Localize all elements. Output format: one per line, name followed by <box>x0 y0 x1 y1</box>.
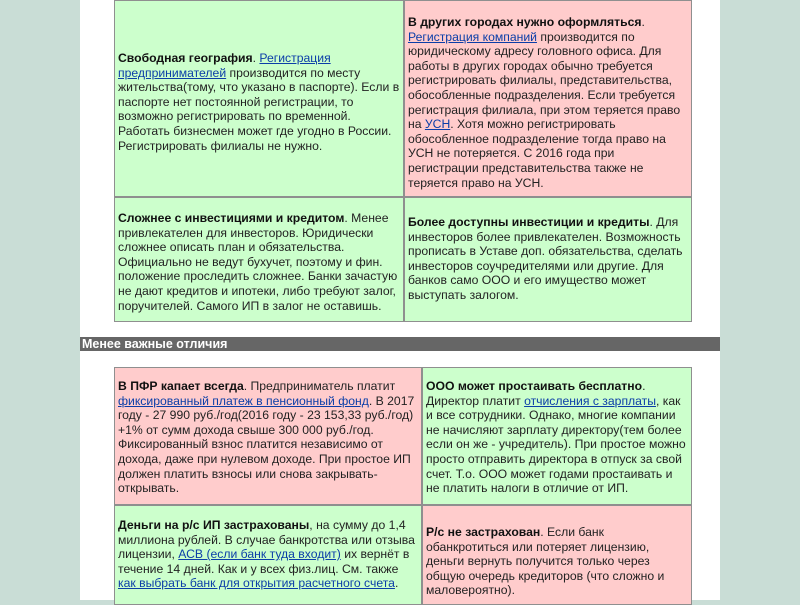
ooo-idle-text-b: как и все сотрудники. Однако, многие компании не начисляют зарплату директору(тем более если он же - учредитель). При простое можно просто отправить директора в отпуск за свой счет. Т.о. ООО может годами простаивать и не платить налоги в отличие от ИП. <box>426 393 686 496</box>
ip-pfr-text-a: Предприниматель платит <box>250 379 396 393</box>
salary-deductions-link[interactable]: отчисления с зарплаты <box>524 393 657 408</box>
ip-registration-link[interactable]: Регистрация предпринимателей <box>118 51 331 80</box>
ooo-not-insured-cell: Р/с не застрахован. Если банк обанкротиться или потеряет лицензию, деньги вернуть получится только через общую очередь кредиторов (что сложно и маловероятно). <box>422 505 692 605</box>
choose-bank-link[interactable]: как выбрать банк для открытия расчетного счета <box>118 576 395 591</box>
ooo-investment-title: Более доступны инвестиции и кредиты <box>408 215 650 229</box>
ip-geography-title: Свободная география <box>118 51 253 65</box>
pension-fund-payment-link[interactable]: фиксированный платеж в пенсионный фонд <box>118 393 369 408</box>
ip-insured-text-b: их вернёт в течение 14 дней. Как и у всех физ.лиц. См. также <box>118 547 410 576</box>
ip-geography-text: производится по месту жительства(тому, что указано в паспорте). Если в паспорте нет постоянной регистрации, то возможно регистрировать по временной. Работать бизнесмен может где угодно в России. Регистрировать филиалы не нужно. <box>118 65 400 153</box>
ooo-idle-cell: ООО может простаивать бесплатно. Директор платит отчисления с зарплаты, как и все сотрудники. Однако, многие компании не начисляют зарплату директору(тем более если он же - учредитель). При простое можно просто отправить директора в отпуск за свой счет. Т.о. ООО может годами простаивать и не платить налоги в отличие от ИП. <box>422 367 692 505</box>
ooo-not-insured-title: Р/с не застрахован <box>426 525 541 539</box>
ip-pfr-title: В ПФР капает всегда <box>118 379 244 393</box>
ip-insured-title: Деньги на р/с ИП застрахованы <box>118 518 310 532</box>
section-title-bar <box>80 337 720 351</box>
ooo-investment-cell: Более доступны инвестиции и кредиты. Для инвесторов более привлекателен. Возможность прописать в Уставе доп. обязательства, сделать инвесторов соучредителями или другие. Для банков само ООО и его имущество может выступать залогом. <box>404 197 692 322</box>
ip-investment-cell: Сложнее с инвестициями и кредитом. Менее привлекателен для инвесторов. Юридически сложнее описать план и обязательства. Официально не ведут бухучет, поэтому и фин. положение проследить сложнее. Банки зачастую не дают кредитов и ипотеки, либо требуют залог, поручителей. Самого ИП в залог не оставишь. <box>114 197 404 322</box>
ooo-idle-text-a: Директор платит <box>426 393 521 408</box>
ip-investment-text: Менее привлекателен для инвесторов. Юридически сложнее описать план и обязательства. Официально не ведут бухучет, поэтому и фин. положение проследить сложнее. Банки зачастую не дают кредитов и ипотеки, либо требуют залог, поручителей. Самого ИП в залог не оставишь. <box>118 211 398 313</box>
ooo-investment-text: Для инвесторов более привлекателен. Возможность прописать в Уставе доп. обязательства, сделать инвесторов соучредителями или другие. Для банков само ООО и его имущество может выступать залогом. <box>408 215 683 302</box>
ooo-cities-text-a: производится по юридическому адресу головного офиса. Для работы в других городах обычно требуется регистрировать филиалы, представительства, обособленные подразделения. Если требуется регистрация филиала, при этом теряется право на <box>408 29 681 132</box>
ooo-idle-title: ООО может простаивать бесплатно <box>426 379 643 393</box>
ooo-not-insured-text: Если банк обанкротиться или потеряет лицензию, деньги вернуть получится только через общую очередь кредиторов (что сложно и маловероятно). <box>426 525 665 598</box>
ooo-cities-text-b: Хотя можно регистрировать обособленное подразделение тогда право на УСН не потеряется. С 2016 года при регистрации представительства также не теряется право на УСН. <box>408 117 666 190</box>
ip-insured-text-a: на сумму до 1,4 миллиона рублей. В случае банкротства или отзыва лицензии, <box>118 518 415 562</box>
ip-pfr-cell: В ПФР капает всегда. Предприниматель платит фиксированный платеж в пенсионный фонд. В 2017 году - 27 990 руб./год(2016 году - 23 153,33 руб./год) +1% от сумм дохода свыше 300 000 руб./год. Фиксированный взнос платится независимо от дохода, даже при нулевом доходе. При простое ИП должен платить взносы или снова закрывать-открывать. <box>114 367 422 505</box>
ooo-cities-cell: В других городах нужно оформляться. Регистрация компаний производится по юридическому адресу головного офиса. Для работы в других городах обычно требуется регистрировать филиалы, представительства, обособленные подразделения. Если требуется регистрация филиала, при этом теряется право на УСН. Хотя можно регистрировать обособленное подразделение тогда право на УСН не потеряется. С 2016 года при регистрации представительства также не теряется право на УСН. <box>404 0 692 197</box>
ip-investment-title: Сложнее с инвестициями и кредитом <box>118 211 345 225</box>
asv-link[interactable]: АСВ (если банк туда входит) <box>178 547 341 562</box>
usn-link[interactable]: УСН <box>424 117 451 132</box>
ip-geography-cell: Свободная география. Регистрация предпринимателей производится по месту жительства(тому, что указано в паспорте). Если в паспорте нет постоянной регистрации, то возможно регистрировать по временной. Работать бизнесмен может где угодно в России. Регистрировать филиалы не нужно. <box>114 0 404 197</box>
ip-pfr-text-b: В 2017 году - 27 990 руб./год(2016 году - 23 153,33 руб./год) +1% от сумм дохода свыше 300 000 руб./год. Фиксированный взнос платится независимо от дохода, даже при нулевом доходе. При простое ИП должен платить взносы или снова закрывать-открывать. <box>118 393 415 496</box>
section-title: Менее важные отличия <box>82 337 228 351</box>
ip-insured-cell: Деньги на р/с ИП застрахованы, на сумму до 1,4 миллиона рублей. В случае банкротства или отзыва лицензии, АСВ (если банк туда входит) их вернёт в течение 14 дней. Как и у всех физ.лиц. См. также как выбрать банк для открытия расчетного счета. <box>114 505 422 605</box>
ooo-cities-title: В других городах нужно оформляться <box>408 15 642 29</box>
company-registration-link[interactable]: Регистрация компаний <box>408 29 537 44</box>
